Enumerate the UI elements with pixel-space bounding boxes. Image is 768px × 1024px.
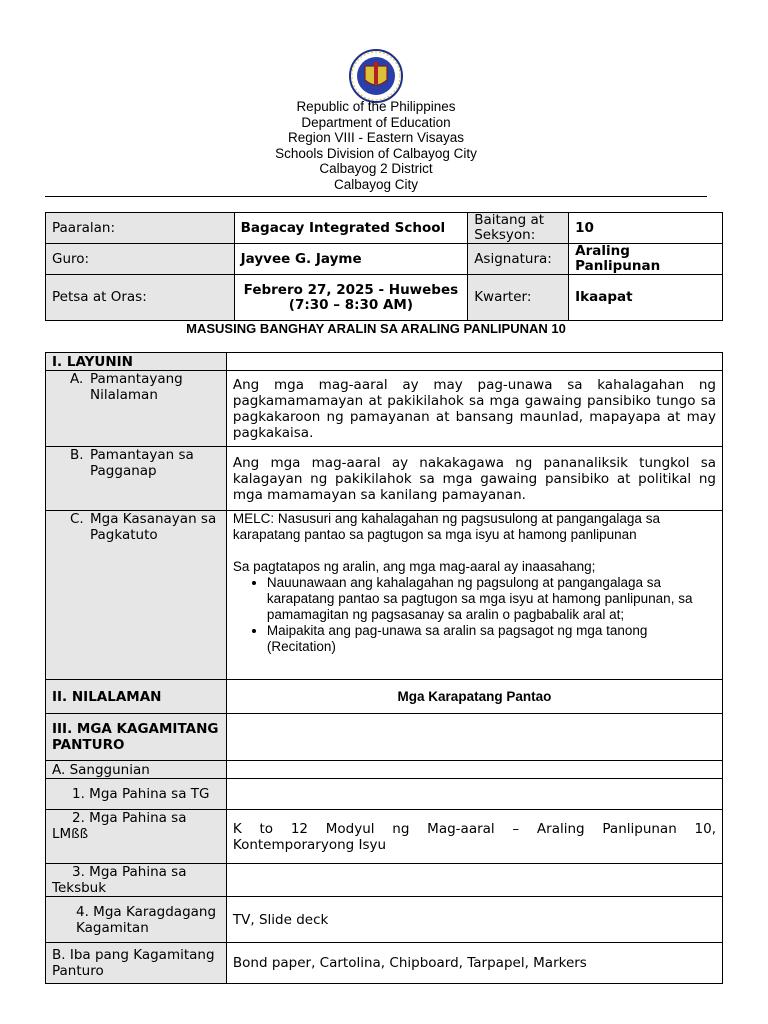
table-row: [46, 779, 723, 810]
pamantayan-pagganap-label: [46, 447, 227, 511]
time-text: (7:30 – 8:30 AM): [288, 296, 414, 313]
teksbuk-label: 3. Mga Pahina sa Teksbuk: [46, 864, 227, 897]
info-row: [46, 275, 723, 321]
lm-text: K to 12 Modyul ng Mag-aaral – Araling Panlipunan 10, Kontemporaryong Isyu: [226, 810, 722, 864]
pamantayang-nilalaman-text: Ang mga mag-aaral ay may pag-unawa sa kahalagahan ng pagkamamamayan at pakikilahok sa mga gawaing pansibiko tungo sa pagkakaroon ng pamayanan at bansang maunlad, mapayapa at may pagkakaisa.: [226, 371, 722, 447]
letterhead-line: Department of Education: [301, 114, 451, 130]
date-value: [234, 275, 468, 321]
kasanayan-content: [226, 511, 722, 680]
empty-cell: [226, 353, 722, 371]
table-row: [46, 680, 723, 714]
table-row: [46, 897, 723, 943]
table-row: [46, 511, 723, 680]
kagamitan-heading: III. MGA KAGAMITANG PANTURO: [46, 714, 227, 761]
nilalaman-text: Mga Karapatang Pantao: [226, 680, 722, 714]
grade-label: Baitang at Seksyon:: [468, 213, 569, 244]
letterhead-line: Region VIII - Eastern Visayas: [287, 130, 465, 145]
karagdagan-text: TV, Slide deck: [226, 897, 722, 943]
melc-text: MELC: Nasusuri ang kahalagahan ng pagsusulong at pangangalaga sa karapatang pantao sa pagtugon sa mga isyu at hamong panlipunan: [232, 511, 660, 542]
grade-value: 10: [569, 213, 723, 244]
empty-cell: [226, 714, 722, 761]
lesson-plan-table: [45, 352, 723, 984]
quarter-value: Ikaapat: [569, 275, 723, 321]
tg-label: 1. Mga Pahina sa TG: [46, 779, 227, 810]
objectives-list: [233, 575, 716, 655]
school-label: Paaralan:: [46, 213, 235, 244]
item-number: B.: [70, 447, 84, 463]
quarter-label: Kwarter:: [468, 275, 569, 321]
table-row: [46, 371, 723, 447]
date-label: Petsa at Oras:: [46, 275, 235, 321]
empty-cell: [226, 779, 722, 810]
letterhead-line: Calbayog City: [333, 176, 419, 192]
letterhead: [0, 99, 752, 192]
empty-cell: [226, 761, 722, 779]
subject-value: Araling Panlipunan: [569, 244, 723, 275]
pamantayang-nilalaman-label: [46, 371, 227, 447]
pamantayan-pagganap-text: Ang mga mag-aaral ay nakakagawa ng pananaliksik tungkol sa kalagayan ng pakikilahok sa mga gawaing pansibiko at politikal ng mga mamamayan sa kanilang pamayanan.: [226, 447, 722, 511]
karagdagan-label: 4. Mga Karagdagang Kagamitan: [46, 897, 227, 943]
table-row: [46, 810, 723, 864]
subject-label: Asignatura:: [468, 244, 569, 275]
list-item: • Nauunawaan ang kahalagahan ng pagsulong at pangangalaga sa karapatang pantao sa pagtugon sa mga isyu at hamong panlipunan, sa pamamagitan ng pagsasanay sa aralin o pagbabalik aral at;: [267, 575, 716, 623]
item-number: C.: [70, 511, 84, 527]
info-row: [46, 244, 723, 275]
deped-seal-logo: [341, 48, 411, 104]
letterhead-line: Calbayog 2 District: [319, 161, 433, 176]
info-table: [45, 212, 723, 321]
date-text: Febrero 27, 2025 - Huwebes: [243, 281, 459, 298]
table-row: [46, 761, 723, 779]
teacher-value: Jayvee G. Jayme: [234, 244, 468, 275]
table-row: [46, 447, 723, 511]
school-value: Bagacay Integrated School: [234, 213, 468, 244]
list-item: • Maipakita ang pag-unawa sa aralin sa pagsagot ng mga tanong (Recitation): [267, 623, 716, 655]
sanggunian-label: A. Sanggunian: [46, 761, 227, 779]
nilalaman-heading: II. NILALAMAN: [46, 680, 227, 714]
table-row: [46, 353, 723, 371]
iba-pang-text: Bond paper, Cartolina, Chipboard, Tarpapel, Markers: [226, 943, 722, 984]
lm-label: 2. Mga Pahina sa LMßß: [46, 810, 227, 864]
item-number: A.: [70, 371, 84, 387]
letterhead-line: Schools Division of Calbayog City: [275, 145, 477, 161]
objectives-intro: Sa pagtatapos ng aralin, ang mga mag-aaral ay inaasahang;: [232, 559, 596, 574]
empty-cell: [226, 864, 722, 897]
table-row: [46, 714, 723, 761]
info-row: [46, 213, 723, 244]
table-row: [46, 864, 723, 897]
teacher-label: Guro:: [46, 244, 235, 275]
table-row: [46, 943, 723, 984]
header-divider: [45, 196, 707, 197]
item-label: Pamantayang Nilalaman: [90, 371, 183, 403]
item-label: Mga Kasanayan sa Pagkatuto: [90, 511, 217, 543]
layunin-heading: I. LAYUNIN: [46, 353, 227, 371]
iba-pang-label: B. Iba pang Kagamitang Panturo: [46, 943, 227, 984]
page-title: MASUSING BANGHAY ARALIN SA ARALING PANLIPUNAN 10: [186, 321, 566, 336]
letterhead-line: Republic of the Philippines: [296, 99, 456, 114]
item-label: Pamantayan sa Pagganap: [90, 447, 194, 479]
kasanayan-label: [46, 511, 227, 680]
